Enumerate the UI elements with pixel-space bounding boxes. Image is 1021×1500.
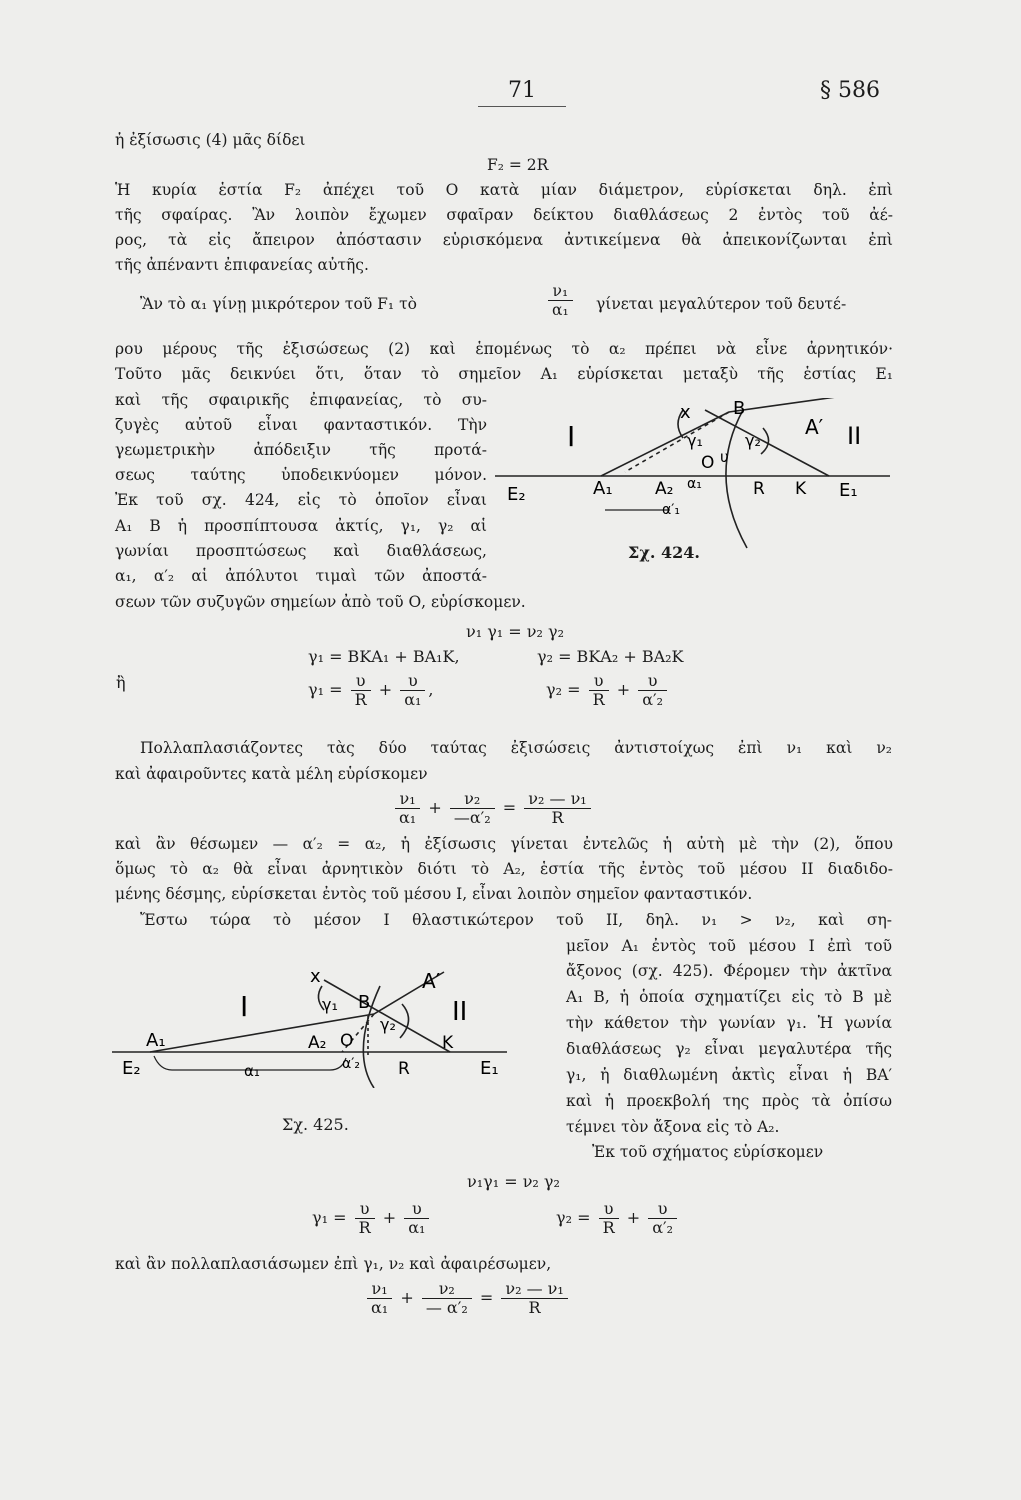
fraction-numerator: ν₂ — ν₁ bbox=[524, 790, 590, 809]
point-A2-label: A₂ bbox=[655, 479, 674, 499]
angle-gamma2-label: γ₂ bbox=[380, 1015, 396, 1034]
text-line: μεῖον Α₁ ἐντὸς τοῦ μέσου Ι ἐπὶ τοῦ bbox=[566, 937, 892, 955]
equation-gamma1-fractions bbox=[308, 672, 434, 709]
point-O-label: O bbox=[701, 453, 715, 473]
fraction-numerator: υ bbox=[599, 1200, 619, 1219]
text-line: καὶ ἡ προεκβολή της πρὸς τὰ ὀπίσω bbox=[566, 1092, 892, 1110]
fraction-numerator: ν₂ bbox=[450, 790, 495, 809]
text-line: γίνεται μεγαλύτερον τοῦ δευτέ- bbox=[596, 295, 847, 313]
plus-sign: + bbox=[616, 680, 631, 699]
figure-425 bbox=[112, 958, 512, 1088]
text-line: Ἂν τὸ α₁ γίνῃ μικρότερον τοῦ F₁ τὸ bbox=[140, 295, 417, 313]
figure-424 bbox=[495, 398, 895, 560]
section-number: § 586 bbox=[820, 78, 880, 103]
text-line: Ἐκ τοῦ σχήματος εὑρίσκομεν bbox=[592, 1143, 824, 1161]
equation-lhs: γ₂ = bbox=[556, 1208, 591, 1227]
point-E1-label: E₁ bbox=[839, 480, 858, 501]
fraction-denominator: R bbox=[358, 1218, 371, 1237]
text-line: ὅμως τὸ α₂ θὰ εἶναι ἀρνητικὸν διότι τὸ Α₂, ἑστία τῆς ἐντὸς τοῦ μέσου ΙΙ διαδιδο- bbox=[115, 860, 893, 878]
text-line: γωνίαι προσπτώσεως καὶ διαθλάσεως, bbox=[115, 542, 487, 560]
text-line: μένης δέσμης, εὑρίσκεται ἐντὸς τοῦ μέσου Ι, εἶναι λοιπὸν σημεῖον φανταστικόν. bbox=[115, 885, 753, 903]
text-line: ἡ ἐξίσωσις (4) μᾶς δίδει bbox=[115, 131, 306, 149]
fraction-denominator: R bbox=[528, 1298, 541, 1317]
figure-425-caption: Σχ. 425. bbox=[282, 1115, 349, 1134]
distance-alpha1-label: α₁ bbox=[244, 1062, 260, 1080]
equals-sign: = bbox=[479, 1288, 494, 1307]
text-line: Ἡ κυρία ἑστία F₂ ἀπέχει τοῦ Ο κατὰ μίαν διάμετρον, εὑρίσκεται δηλ. ἐπὶ bbox=[115, 181, 893, 199]
point-x-label: x bbox=[680, 402, 691, 423]
point-A-prime-label: A′ bbox=[422, 969, 441, 993]
text-line: Πολλαπλασιάζοντες τὰς δύο ταύτας ἐξισώσεις ἀντιστοίχως ἐπὶ ν₁ καὶ ν₂ bbox=[140, 739, 892, 757]
fraction-denominator: α′₂ bbox=[642, 690, 664, 709]
text-line: ρου μέρους τῆς ἐξισώσεως (2) καὶ ἑπομένως τὸ α₂ πρέπει νὰ εἶνε ἀρνητικόν· bbox=[115, 340, 893, 358]
distance-alpha-prime1-label: α′₁ bbox=[662, 502, 681, 518]
text-line: τῆς ἀπέναντι ἐπιφανείας αὐτῆς. bbox=[115, 256, 369, 274]
fraction-denominator: α₁ bbox=[408, 1218, 426, 1237]
equation-gamma2: γ₂ = ΒΚΑ₂ + ΒΑ₂Κ bbox=[537, 647, 684, 666]
fraction-denominator: α′₂ bbox=[652, 1218, 674, 1237]
point-x-label: x bbox=[310, 966, 321, 987]
fraction-denominator: R bbox=[592, 690, 605, 709]
text-line: γεωμετρικὴν ἀπόδειξιν τῆς προτά- bbox=[115, 441, 487, 459]
text-line: καὶ τῆς σφαιρικῆς ἐπιφανείας, τὸ συ- bbox=[115, 391, 487, 409]
text-line: α₁, α′₂ αἱ ἀπόλυτοι τιμαὶ τῶν ἀποστά- bbox=[115, 567, 487, 585]
plus-sign: + bbox=[378, 680, 393, 699]
angle-gamma1-label: γ₁ bbox=[687, 431, 703, 450]
medium-II-label: II bbox=[847, 422, 862, 450]
text-line: καὶ ἂν θέσωμεν — α′₂ = α₂, ἡ ἐξίσωσις γίνεται ἐντελῶς ἡ αὐτὴ μὲ τὴν (2), ὅπου bbox=[115, 835, 893, 853]
equation-combined-2 bbox=[364, 1280, 571, 1317]
equation-F2: F₂ = 2R bbox=[487, 156, 549, 174]
point-E2-label: E₂ bbox=[122, 1058, 141, 1079]
fraction-numerator: ν₁ bbox=[367, 1280, 392, 1299]
fraction-denominator: α₁ bbox=[552, 301, 569, 319]
text-line: Τοῦτο μᾶς δεικνύει ὅτι, ὅταν τὸ σημεῖον Α₁ εὑρίσκεται μεταξὺ τῆς ἑστίας Ε₁ bbox=[115, 365, 893, 383]
page-number: 71 bbox=[508, 78, 536, 103]
fraction-numerator: υ bbox=[351, 672, 371, 691]
angle-upsilon-label: υ bbox=[720, 448, 729, 466]
text-line: ρος, τὰ εἰς ἄπειρον ἀπόστασιν εὑρισκόμενα ἀντικείμενα θὰ ἀπεικονίζωνται ἐπὶ bbox=[115, 231, 893, 249]
equation-snell-2: ν₁γ₁ = ν₂ γ₂ bbox=[467, 1172, 560, 1191]
text-line: καὶ ἀφαιροῦντες κατὰ μέλη εὑρίσκομεν bbox=[115, 765, 428, 783]
point-A2-label: A₂ bbox=[308, 1033, 327, 1053]
point-O-label: O bbox=[340, 1031, 354, 1051]
equation-lhs: γ₂ = bbox=[546, 680, 581, 699]
plus-sign: + bbox=[382, 1208, 397, 1227]
fraction-denominator: α₁ bbox=[399, 808, 417, 827]
medium-II-label: II bbox=[452, 997, 468, 1027]
medium-I-label: I bbox=[567, 420, 576, 453]
angle-arc-gamma2 bbox=[400, 1004, 409, 1038]
text-line: διαθλάσεως γ₂ εἶναι μεγαλυτέρα τῆς bbox=[566, 1040, 892, 1058]
equation-gamma2-fractions-2 bbox=[556, 1200, 680, 1237]
point-B-label: B bbox=[733, 398, 746, 419]
equation-snell: ν₁ γ₁ = ν₂ γ₂ bbox=[466, 622, 564, 641]
text-line: Α₁ Β, ἡ ὁποία σχηματίζει εἰς τὸ Β μὲ bbox=[566, 988, 892, 1006]
comma: , bbox=[428, 680, 434, 699]
fraction-denominator: R bbox=[354, 690, 367, 709]
text-line: σεων τῶν συζυγῶν σημείων ἀπὸ τοῦ Ο, εὑρίσκομεν. bbox=[115, 593, 526, 611]
point-A-prime-label: A′ bbox=[805, 415, 824, 439]
distance-alpha1-label: α₁ bbox=[687, 476, 702, 492]
point-A1-label: A₁ bbox=[146, 1030, 166, 1051]
text-line: τέμνει τὸν ἄξονα εἰς τὸ Α₂. bbox=[566, 1118, 780, 1136]
equation-lhs: γ₁ = bbox=[312, 1208, 347, 1227]
fraction-numerator: υ bbox=[404, 1200, 429, 1219]
equals-sign: = bbox=[502, 798, 517, 817]
fraction-numerator: υ bbox=[648, 1200, 677, 1219]
inline-fraction bbox=[545, 282, 576, 319]
equation-combined bbox=[392, 790, 594, 827]
text-line: ἄξονος (σχ. 425). Φέρομεν τὴν ἀκτῖνα bbox=[566, 962, 892, 980]
text-line: σεως ταύτης ὑποδεικνύομεν μόνον. bbox=[115, 466, 487, 484]
text-line: γ₁, ἡ διαθλωμένη ἀκτὶς εἶναι ἡ ΒΑ′ bbox=[566, 1066, 892, 1084]
plus-sign: + bbox=[626, 1208, 641, 1227]
plus-sign: + bbox=[400, 1288, 414, 1307]
fraction-denominator: α₁ bbox=[404, 690, 422, 709]
medium-I-label: I bbox=[240, 990, 249, 1023]
refracted-ray bbox=[729, 398, 843, 412]
plus-sign: + bbox=[428, 798, 442, 817]
angle-gamma1-label: γ₁ bbox=[322, 995, 338, 1014]
angle-gamma2-label: γ₂ bbox=[745, 431, 761, 450]
equation-lhs: γ₁ = bbox=[308, 680, 343, 699]
point-K-label: K bbox=[795, 479, 807, 499]
point-B-label: B bbox=[358, 992, 371, 1013]
text-line: καὶ ἂν πολλαπλασιάσωμεν ἐπὶ γ₁, ν₂ καὶ ἀφαιρέσωμεν, bbox=[115, 1255, 552, 1273]
point-E2-label: E₂ bbox=[507, 484, 526, 505]
text-line: Ἔστω τώρα τὸ μέσον Ι θλαστικώτερον τοῦ ΙΙ, δηλ. ν₁ > ν₂, καὶ ση- bbox=[140, 911, 892, 929]
fraction-denominator: — α′₂ bbox=[425, 1298, 468, 1317]
equation-gamma1: γ₁ = ΒΚΑ₁ + ΒΑ₁Κ, bbox=[308, 647, 460, 666]
point-R-label: R bbox=[753, 479, 765, 499]
fraction-numerator: ν₂ bbox=[422, 1280, 472, 1299]
point-E1-label: E₁ bbox=[480, 1058, 499, 1079]
fraction-numerator: υ bbox=[355, 1200, 375, 1219]
page-number-rule bbox=[478, 106, 566, 107]
fraction-numerator: υ bbox=[638, 672, 667, 691]
fraction-denominator: R bbox=[551, 808, 564, 827]
fraction-denominator: R bbox=[602, 1218, 615, 1237]
figure-424-caption: Σχ. 424. bbox=[628, 543, 700, 562]
or-word: ἢ bbox=[116, 673, 126, 692]
text-line: τὴν κάθετον τὴν γωνίαν γ₁. Ἡ γωνία bbox=[566, 1014, 892, 1032]
fraction-numerator: ν₂ — ν₁ bbox=[501, 1280, 567, 1299]
fraction-numerator: ν₁ bbox=[548, 282, 573, 301]
fraction-denominator: α₁ bbox=[371, 1298, 389, 1317]
fraction-numerator: υ bbox=[400, 672, 425, 691]
fraction-numerator: υ bbox=[589, 672, 609, 691]
equation-gamma1-fractions-2 bbox=[312, 1200, 432, 1237]
text-line: ζυγὲς αὐτοῦ εἶναι φανταστικόν. Τὴν bbox=[115, 416, 487, 434]
point-K-label: K bbox=[442, 1033, 454, 1053]
text-line: Ἐκ τοῦ σχ. 424, εἰς τὸ ὁποῖον εἶναι bbox=[115, 491, 487, 509]
fraction-denominator: —α′₂ bbox=[453, 808, 491, 827]
text-line: Α₁ Β ἡ προσπίπτουσα ἀκτίς, γ₁, γ₂ αἱ bbox=[115, 517, 487, 535]
fraction-numerator: ν₁ bbox=[395, 790, 420, 809]
point-A1-label: A₁ bbox=[593, 478, 613, 499]
text-line: τῆς σφαίρας. Ἂν λοιπὸν ἔχωμεν σφαῖραν δείκτου διαθλάσεως 2 ἐντὸς τοῦ ἀέ- bbox=[115, 206, 893, 224]
distance-alpha2p-label: α′₂ bbox=[342, 1056, 361, 1072]
equation-gamma2-fractions bbox=[546, 672, 670, 709]
point-R-label: R bbox=[398, 1059, 410, 1079]
